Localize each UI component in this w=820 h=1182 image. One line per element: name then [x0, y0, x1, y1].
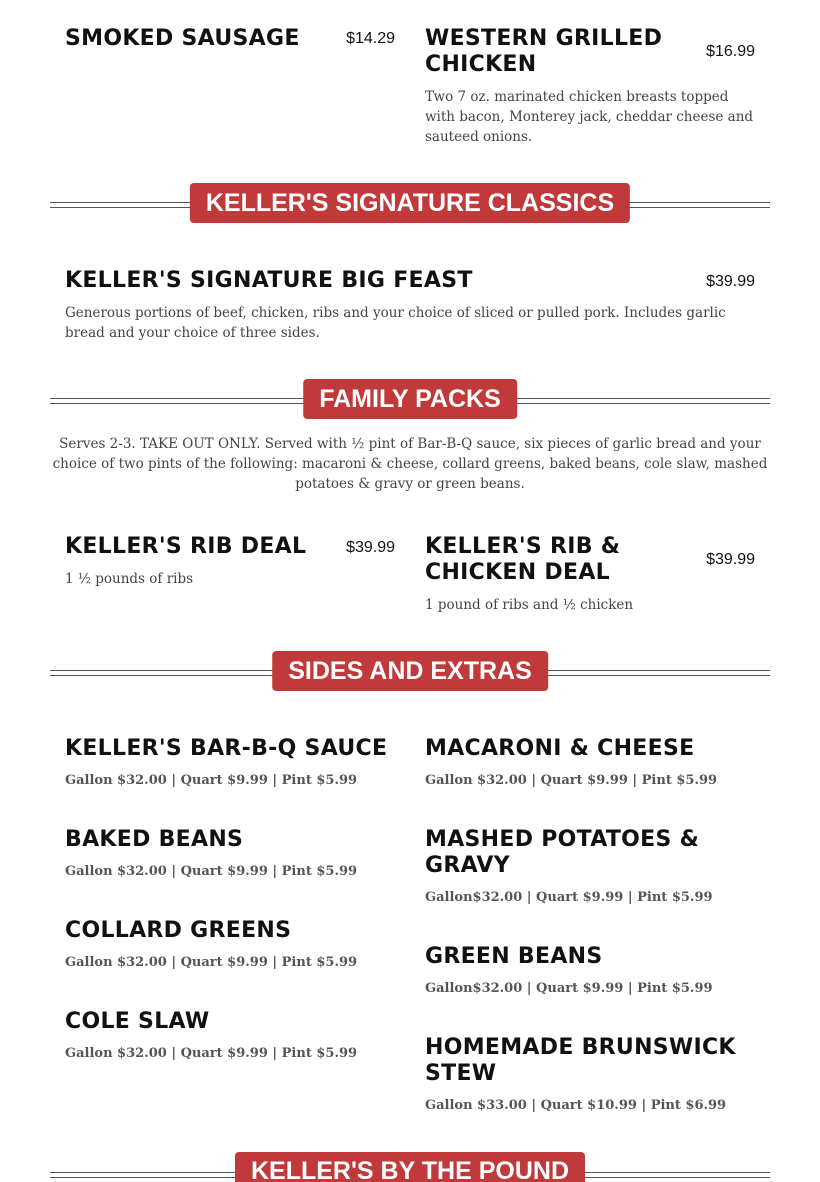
side-item-macaroni	[425, 736, 755, 788]
section-heading-signature: KELLER'S SIGNATURE CLASSICS	[190, 183, 630, 223]
item-sizes: Gallon$32.00 | Quart $9.99 | Pint $5.99	[425, 890, 713, 905]
item-name: MACARONI & CHEESE	[425, 736, 695, 761]
section-heading-sides: SIDES AND EXTRAS	[272, 651, 548, 691]
item-description: Generous portions of beef, chicken, ribs and your choice of sliced or pulled pork. Includes garlic bread and your choice of three sides.	[65, 305, 726, 341]
menu-item-smoked-sausage	[65, 26, 395, 52]
item-price: $39.99	[706, 551, 755, 568]
side-item-cole-slaw	[65, 1009, 395, 1061]
side-item-green-beans	[425, 944, 755, 996]
menu-item-rib-chicken-deal	[425, 534, 755, 615]
item-sizes: Gallon $32.00 | Quart $9.99 | Pint $5.99	[65, 864, 358, 879]
item-name: WESTERN GRILLED CHICKEN	[425, 26, 663, 77]
family-packs-note: Serves 2-3. TAKE OUT ONLY. Served with ½ pint of Bar-B-Q sauce, six pieces of garlic bread and your choice of two pints of the following: macaroni & cheese, collard greens, baked beans, cole slaw, mashed potatoes & gravy or green beans.	[52, 436, 768, 492]
item-sizes: Gallon $33.00 | Quart $10.99 | Pint $6.99	[425, 1098, 727, 1113]
menu-item-rib-deal	[65, 534, 395, 589]
item-name: BAKED BEANS	[65, 827, 244, 852]
item-price: $39.99	[706, 273, 755, 290]
item-sizes: Gallon $32.00 | Quart $9.99 | Pint $5.99	[65, 773, 358, 788]
item-name: COLLARD GREENS	[65, 918, 292, 943]
side-item-bbq-sauce	[65, 736, 395, 788]
side-item-mashed-potatoes	[425, 827, 755, 905]
item-name: COLE SLAW	[65, 1009, 210, 1034]
menu-item-western-grilled-chicken	[425, 26, 755, 147]
side-item-brunswick-stew	[425, 1035, 755, 1113]
item-sizes: Gallon $32.00 | Quart $9.99 | Pint $5.99	[65, 955, 358, 970]
item-price: $14.29	[346, 30, 395, 47]
item-price: $39.99	[346, 539, 395, 556]
item-name: HOMEMADE BRUNSWICK STEW	[425, 1035, 736, 1086]
item-name: KELLER'S SIGNATURE BIG FEAST	[65, 268, 473, 293]
side-item-baked-beans	[65, 827, 395, 879]
item-name: KELLER'S RIB & CHICKEN DEAL	[425, 534, 621, 585]
item-name: GREEN BEANS	[425, 944, 603, 969]
item-price: $16.99	[706, 43, 755, 60]
side-item-collard-greens	[65, 918, 395, 970]
section-heading-family: FAMILY PACKS	[303, 379, 517, 419]
item-sizes: Gallon $32.00 | Quart $9.99 | Pint $5.99	[65, 1046, 358, 1061]
item-description: 1 ½ pounds of ribs	[65, 571, 194, 587]
menu-item-big-feast	[65, 268, 755, 343]
item-name: KELLER'S BAR-B-Q SAUCE	[65, 736, 388, 761]
item-name: MASHED POTATOES & GRAVY	[425, 827, 700, 878]
item-description: 1 pound of ribs and ½ chicken	[425, 597, 634, 613]
item-sizes: Gallon$32.00 | Quart $9.99 | Pint $5.99	[425, 981, 713, 996]
item-sizes: Gallon $32.00 | Quart $9.99 | Pint $5.99	[425, 773, 718, 788]
item-name: KELLER'S RIB DEAL	[65, 534, 307, 559]
section-heading-by-the-pound: KELLER'S BY THE POUND	[235, 1152, 585, 1182]
item-name: SMOKED SAUSAGE	[65, 26, 300, 51]
item-description: Two 7 oz. marinated chicken breasts topped with bacon, Monterey jack, cheddar cheese and sauteed onions.	[425, 89, 754, 145]
